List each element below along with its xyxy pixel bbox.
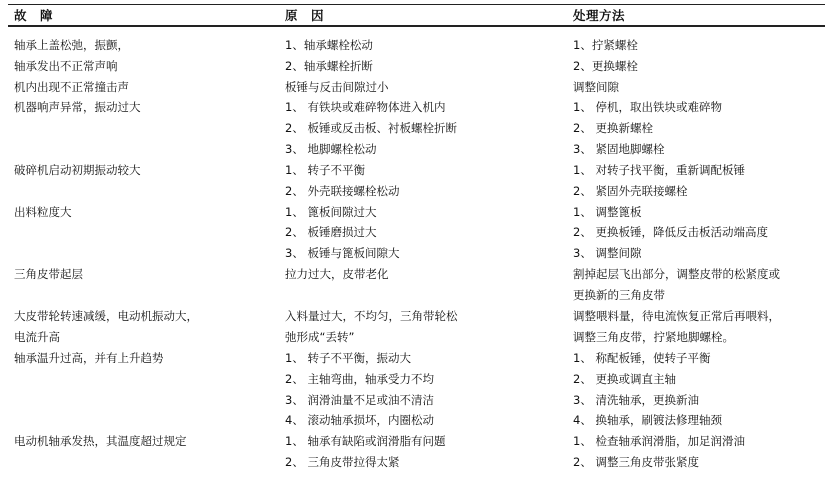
table-cell-remedy: 1、 停机，取出铁块或难碎物 (573, 100, 722, 114)
table-cell-remedy: 1、 调整篦板 (573, 205, 642, 219)
table-cell-fault: 机内出现不正常撞击声 (14, 80, 129, 94)
table-cell-cause: 3、 地脚螺栓松动 (285, 142, 377, 156)
table-cell-cause: 入料量过大，不均匀，三角带轮松 (285, 309, 458, 323)
table-cell-cause: 2、 板锤磨损过大 (285, 225, 377, 239)
table-cell-fault: 电流升高 (14, 330, 60, 344)
table-cell-cause: 拉力过大，皮带老化 (285, 267, 389, 281)
table-cell-fault: 轴承上盖松弛，振颤， (14, 38, 129, 52)
table-cell-remedy: 2、更换螺栓 (573, 59, 638, 73)
table-cell-cause: 1、轴承螺栓松动 (285, 38, 373, 52)
table-cell-cause: 2、轴承螺栓折断 (285, 59, 373, 73)
table-cell-remedy: 调整间隙 (573, 80, 619, 94)
table-cell-fault: 轴承发出不正常声响 (14, 59, 118, 73)
table-cell-cause: 1、 轴承有缺陷或润滑脂有问题 (285, 434, 446, 448)
table-cell-cause: 1、 篦板间隙过大 (285, 205, 377, 219)
table-cell-remedy: 调整三角皮带，拧紧地脚螺栓。 (573, 330, 734, 344)
table-cell-remedy: 2、 调整三角皮带张紧度 (573, 455, 699, 469)
table-cell-fault: 大皮带轮转速减缓，电动机振动大， (14, 309, 198, 323)
table-cell-fault: 电动机轴承发热，其温度超过规定 (14, 434, 187, 448)
table-cell-remedy: 1、拧紧螺栓 (573, 38, 638, 52)
table-cell-cause: 2、 板锤或反击板、衬板螺栓折断 (285, 121, 457, 135)
table-top-rule (8, 4, 825, 5)
table-cell-cause: 1、 有铁块或难碎物体进入机内 (285, 100, 446, 114)
table-cell-remedy: 4、 换轴承，刷镀法修理轴颈 (573, 413, 722, 427)
table-cell-fault: 轴承温升过高，并有上升趋势 (14, 351, 164, 365)
table-cell-remedy: 割掉起层飞出部分，调整皮带的松紧度或 (573, 267, 780, 281)
table-cell-remedy: 3、 紧固地脚螺栓 (573, 142, 665, 156)
table-cell-remedy: 3、 清洗轴承，更换新油 (573, 393, 699, 407)
table-cell-remedy: 2、 更换新螺栓 (573, 121, 653, 135)
table-cell-remedy: 1、 对转子找平衡，重新调配板锤 (573, 163, 745, 177)
table-cell-cause: 3、 板锤与篦板间隙大 (285, 246, 400, 260)
header-cause: 原 因 (285, 8, 325, 23)
header-rule (8, 25, 825, 27)
table-cell-fault: 机器响声异常，振动过大 (14, 100, 141, 114)
table-cell-remedy: 2、 紧固外壳联接螺栓 (573, 184, 688, 198)
table-cell-cause: 1、 转子不平衡，振动大 (285, 351, 411, 365)
table-cell-cause: 2、 外壳联接螺栓松动 (285, 184, 400, 198)
table-cell-cause: 4、 滚动轴承损坏，内圈松动 (285, 413, 434, 427)
table-cell-cause: 板锤与反击间隙过小 (285, 80, 389, 94)
table-cell-cause: 2、 三角皮带拉得太紧 (285, 455, 400, 469)
table-cell-cause: 3、 润滑油量不足或油不清洁 (285, 393, 434, 407)
table-cell-fault: 出料粒度大 (14, 205, 72, 219)
table-cell-remedy: 1、 称配板锤，使转子平衡 (573, 351, 711, 365)
table-cell-cause: 1、 转子不平衡 (285, 163, 365, 177)
table-cell-remedy: 调整喂料量，待电流恢复正常后再喂料， (573, 309, 780, 323)
table-cell-fault: 破碎机启动初期振动较大 (14, 163, 141, 177)
table-cell-fault: 三角皮带起层 (14, 267, 83, 281)
header-remedy: 处理方法 (573, 8, 626, 23)
table-cell-cause: 2、 主轴弯曲，轴承受力不均 (285, 372, 434, 386)
table-cell-cause: 弛形成“丢转” (285, 330, 355, 344)
header-fault: 故 障 (14, 8, 54, 23)
table-cell-remedy: 2、 更换板锤，降低反击板活动端高度 (573, 225, 768, 239)
table-cell-remedy: 3、 调整间隙 (573, 246, 642, 260)
table-cell-remedy: 2、 更换或调直主轴 (573, 372, 676, 386)
table-cell-remedy: 更换新的三角皮带 (573, 288, 665, 302)
table-cell-remedy: 1、 检查轴承润滑脂，加足润滑油 (573, 434, 745, 448)
